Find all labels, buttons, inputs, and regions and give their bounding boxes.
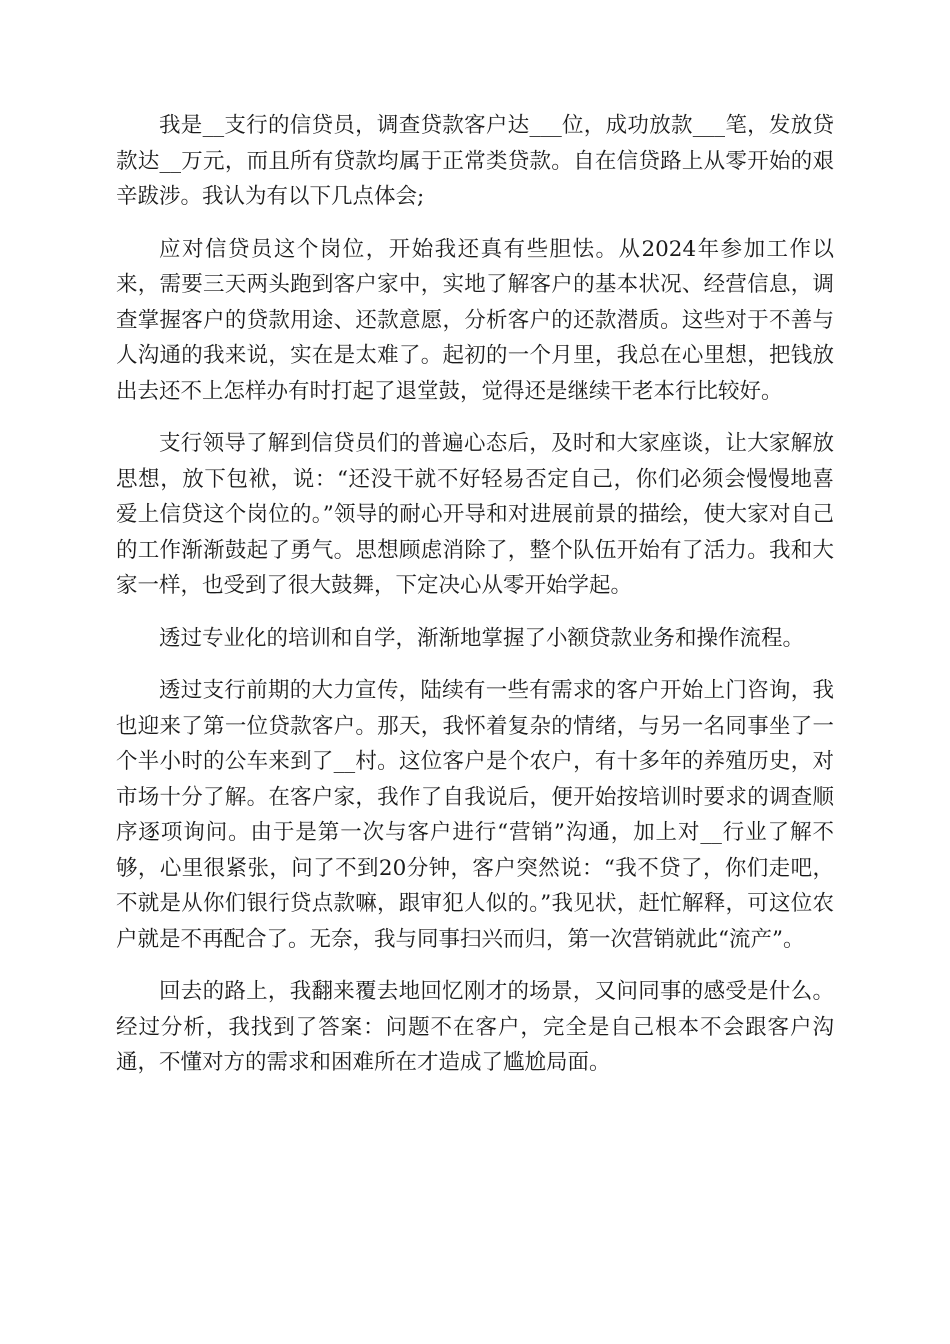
paragraph-training: 透过专业化的培训和自学，渐渐地掌握了小额贷款业务和操作流程。 bbox=[159, 625, 805, 651]
paragraph-leadership-talk: 支行领导了解到信贷员们的普遍心态后，及时和大家座谈，让大家解放思想，放下包袱，说：“还没干就不好轻易否定自己，你们必须会慢慢地喜爱上信贷这个岗位的。”领导的耐心开导和对进展前景的描绘，使大家对自己的工作渐渐鼓起了勇气。思想顾虑消除了，整个队伍开始有了活力。我和大家一样，也受到了很大鼓舞，下定决心从零开始学起。 bbox=[116, 431, 834, 598]
paragraph-early-fear: 应对信贷员这个岗位，开始我还真有些胆怯。从2024年参加工作以来，需要三天两头跑到客户家中，实地了解客户的基本状况、经营信息，调查掌握客户的贷款用途、还款意愿，分析客户的还款潜质。这些对于不善与人沟通的我来说，实在是太难了。起初的一个月里，我总在心里想，把钱放出去还不上怎样办有时打起了退堂鼓，觉得还是继续干老本行比较好。 bbox=[116, 236, 834, 404]
paragraph-intro: 我是__支行的信贷员，调查贷款客户达___位，成功放款___笔，发放贷款达__万元，而且所有贷款均属于正常类贷款。自在信贷路上从零开始的艰辛跋涉。我认为有以下几点体会; bbox=[116, 113, 834, 209]
paragraph-reflection: 回去的路上，我翻来覆去地回忆刚才的场景，又问同事的感受是什么。经过分析，我找到了答案：问题不在客户，完全是自己根本不会跟客户沟通，不懂对方的需求和困难所在才造成了尴尬局面。 bbox=[116, 979, 834, 1075]
paragraph-first-customer: 透过支行前期的大力宣传，陆续有一些有需求的客户开始上门咨询，我也迎来了第一位贷款客户。那天，我怀着复杂的情绪，与另一名同事坐了一个半小时的公车来到了__村。这位客户是个农户，有十多年的养殖历史，对市场十分了解。在客户家，我作了自我说后，便开始按培训时要求的调查顺序逐项询问。由于是第一次与客户进行“营销”沟通，加上对__行业了解不够，心里很紧张，问了不到20分钟，客户突然说：“我不贷了，你们走吧，不就是从你们银行贷点款嘛，跟审犯人似的。”我见状，赶忙解释，可这位农户就是不再配合了。无奈，我与同事扫兴而归，第一次营销就此“流产”。 bbox=[116, 678, 834, 952]
